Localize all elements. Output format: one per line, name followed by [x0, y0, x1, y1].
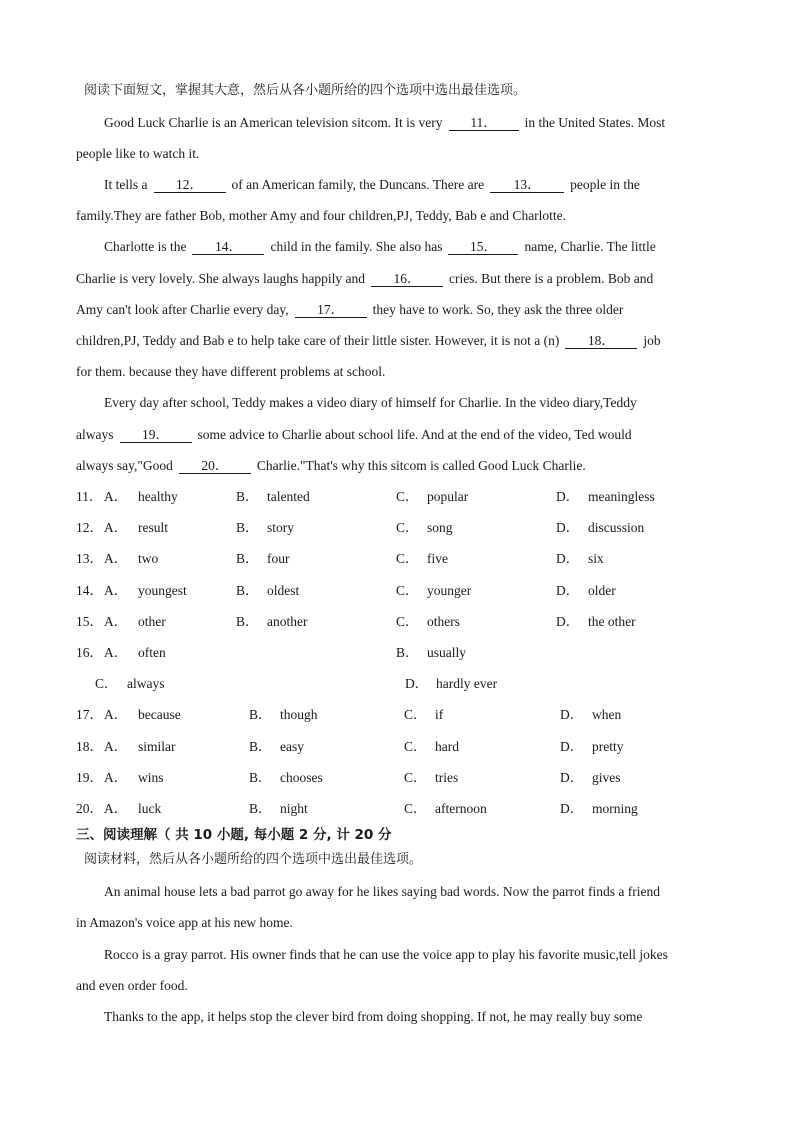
- passage-line: [76, 331, 716, 351]
- question-number: 17．: [76, 707, 103, 722]
- passage-text: Charlie."That's why this sitcom is called Good Luck Charlie.: [256, 458, 586, 473]
- option-text: result: [138, 520, 168, 535]
- blank-11: 11．: [449, 116, 519, 131]
- option-text: chooses: [280, 770, 323, 785]
- passage-text: they have to work. So, they ask the three older: [372, 302, 624, 317]
- option-letter: B．: [236, 551, 259, 566]
- question-number: 15．: [76, 614, 103, 629]
- option-letter: A．: [104, 645, 128, 660]
- passage-text: Good Luck Charlie is an American television sitcom. It is very: [104, 115, 443, 130]
- option-letter: B．: [236, 583, 259, 598]
- option-text: similar: [138, 739, 176, 754]
- passage-line: [76, 425, 716, 445]
- passage-line: An animal house lets a bad parrot go away for he likes saying bad words. Now the parrot finds a friend: [104, 884, 660, 899]
- option-text: luck: [138, 801, 162, 816]
- option-letter: C．: [404, 739, 427, 754]
- passage-line: Thanks to the app, it helps stop the clever bird from doing shopping. If not, he may really buy some: [104, 1009, 643, 1024]
- passage-line: Rocco is a gray parrot. His owner finds that he can use the voice app to play his favorite music,tell jokes: [104, 947, 668, 962]
- option-letter: B．: [249, 770, 272, 785]
- blank-17: 17．: [295, 303, 367, 318]
- passage-text: Charlie is very lovely. She always laughs happily and: [76, 271, 365, 286]
- option-letter: C．: [396, 583, 419, 598]
- option-text: tries: [435, 770, 459, 785]
- option-letter: B．: [249, 707, 272, 722]
- passage-line: [104, 175, 744, 195]
- passage-line: in Amazon's voice app at his new home.: [76, 915, 293, 930]
- passage-text: job: [643, 333, 661, 348]
- option-letter: D．: [556, 520, 580, 535]
- option-text: if: [435, 707, 444, 722]
- option-text: oldest: [267, 583, 300, 598]
- passage-text: always: [76, 427, 114, 442]
- option-letter: C．: [396, 489, 419, 504]
- option-text: healthy: [138, 489, 178, 504]
- option-text: pretty: [592, 739, 624, 754]
- blank-15: 15．: [448, 240, 518, 255]
- instruction-2: 阅读材料，然后从各小题所给的四个选项中选出最佳选项。: [84, 852, 423, 867]
- passage-text: of an American family, the Duncans. There are: [231, 177, 485, 192]
- option-text: popular: [427, 489, 469, 504]
- question-number: 14．: [76, 583, 103, 598]
- option-text: night: [280, 801, 308, 816]
- option-letter: A．: [104, 801, 128, 816]
- option-text: gives: [592, 770, 621, 785]
- option-text: the other: [588, 614, 636, 629]
- passage-text: people in the: [570, 177, 640, 192]
- blank-20: 20．: [179, 459, 251, 474]
- question-number: 20．: [76, 801, 103, 816]
- passage-text: name, Charlie. The little: [524, 239, 656, 254]
- option-letter: D．: [560, 739, 584, 754]
- blank-13: 13．: [490, 178, 564, 193]
- passage-line: Every day after school, Teddy makes a video diary of himself for Charlie. In the video diary,Teddy: [104, 395, 637, 410]
- option-text: hardly ever: [436, 676, 498, 691]
- option-letter: D．: [556, 551, 580, 566]
- option-letter: A．: [104, 489, 128, 504]
- question-number: 13．: [76, 551, 103, 566]
- option-letter: C．: [404, 707, 427, 722]
- option-letter: A．: [104, 520, 128, 535]
- passage-line: [104, 113, 744, 133]
- option-letter: D．: [556, 489, 580, 504]
- option-text: talented: [267, 489, 310, 504]
- passage-line: and even order food.: [76, 978, 188, 993]
- instruction-1: 阅读下面短文，掌握其大意，然后从各小题所给的四个选项中选出最佳选项。: [84, 83, 527, 98]
- option-text: story: [267, 520, 294, 535]
- passage-text: cries. But there is a problem. Bob and: [448, 271, 654, 286]
- option-text: wins: [138, 770, 164, 785]
- option-letter: B．: [236, 520, 259, 535]
- passage-text: always say,"Good: [76, 458, 173, 473]
- passage-text: Amy can't look after Charlie every day,: [76, 302, 289, 317]
- passage-line: [76, 269, 716, 289]
- option-letter: C．: [396, 614, 419, 629]
- option-text: others: [427, 614, 460, 629]
- option-text: always: [127, 676, 165, 691]
- option-letter: C．: [396, 520, 419, 535]
- option-letter: A．: [104, 583, 128, 598]
- option-letter: D．: [560, 770, 584, 785]
- option-text: easy: [280, 739, 304, 754]
- option-letter: B．: [249, 739, 272, 754]
- option-letter: A．: [104, 739, 128, 754]
- blank-18: 18．: [565, 334, 637, 349]
- blank-12: 12．: [154, 178, 226, 193]
- question-number: 19．: [76, 770, 103, 785]
- blank-19: 19．: [120, 428, 192, 443]
- question-number: 11．: [76, 489, 103, 504]
- option-text: other: [138, 614, 166, 629]
- option-letter: B．: [249, 801, 272, 816]
- passage-line: [76, 300, 716, 320]
- option-text: six: [588, 551, 604, 566]
- option-text: though: [280, 707, 318, 722]
- option-letter: D．: [556, 614, 580, 629]
- option-letter: B．: [236, 614, 259, 629]
- option-text: meaningless: [588, 489, 655, 504]
- option-letter: D．: [560, 801, 584, 816]
- option-text: hard: [435, 739, 459, 754]
- option-text: four: [267, 551, 290, 566]
- passage-text: child in the family. She also has: [270, 239, 443, 254]
- option-text: afternoon: [435, 801, 487, 816]
- passage-line: [104, 237, 744, 257]
- question-number: 12．: [76, 520, 103, 535]
- passage-text: Charlotte is the: [104, 239, 187, 254]
- option-text: often: [138, 645, 166, 660]
- option-text: morning: [592, 801, 638, 816]
- question-number: 16．: [76, 645, 103, 660]
- option-text: youngest: [138, 583, 187, 598]
- passage-text: some advice to Charlie about school life. And at the end of the video, Ted would: [197, 427, 632, 442]
- option-letter: A．: [104, 707, 128, 722]
- option-letter: A．: [104, 770, 128, 785]
- option-letter: D．: [556, 583, 580, 598]
- option-letter: B．: [396, 645, 419, 660]
- passage-line: [76, 456, 716, 476]
- passage-text: children,PJ, Teddy and Bab e to help take care of their little sister. However, it is not a (n): [76, 333, 560, 348]
- question-number: 18．: [76, 739, 103, 754]
- option-letter: C．: [396, 551, 419, 566]
- option-letter: A．: [104, 551, 128, 566]
- option-text: older: [588, 583, 616, 598]
- option-text: usually: [427, 645, 466, 660]
- option-text: when: [592, 707, 622, 722]
- option-text: younger: [427, 583, 472, 598]
- option-letter: D．: [405, 676, 429, 691]
- passage-line: people like to watch it.: [76, 146, 200, 161]
- option-letter: C．: [95, 676, 118, 691]
- option-text: five: [427, 551, 448, 566]
- option-text: because: [138, 707, 181, 722]
- option-letter: C．: [404, 770, 427, 785]
- option-letter: D．: [560, 707, 584, 722]
- option-text: two: [138, 551, 159, 566]
- section-heading: 三、阅读理解（ 共 10 小题, 每小题 2 分, 计 20 分: [76, 827, 392, 843]
- option-text: discussion: [588, 520, 645, 535]
- option-letter: C．: [404, 801, 427, 816]
- blank-14: 14．: [192, 240, 264, 255]
- option-text: song: [427, 520, 453, 535]
- option-text: another: [267, 614, 308, 629]
- option-letter: B．: [236, 489, 259, 504]
- option-letter: A．: [104, 614, 128, 629]
- passage-line: for them. because they have different problems at school.: [76, 364, 386, 379]
- passage-line: family.They are father Bob, mother Amy and four children,PJ, Teddy, Bab e and Charlotte.: [76, 208, 567, 223]
- blank-16: 16．: [371, 272, 443, 287]
- passage-text: in the United States. Most: [524, 115, 666, 130]
- passage-text: It tells a: [104, 177, 148, 192]
